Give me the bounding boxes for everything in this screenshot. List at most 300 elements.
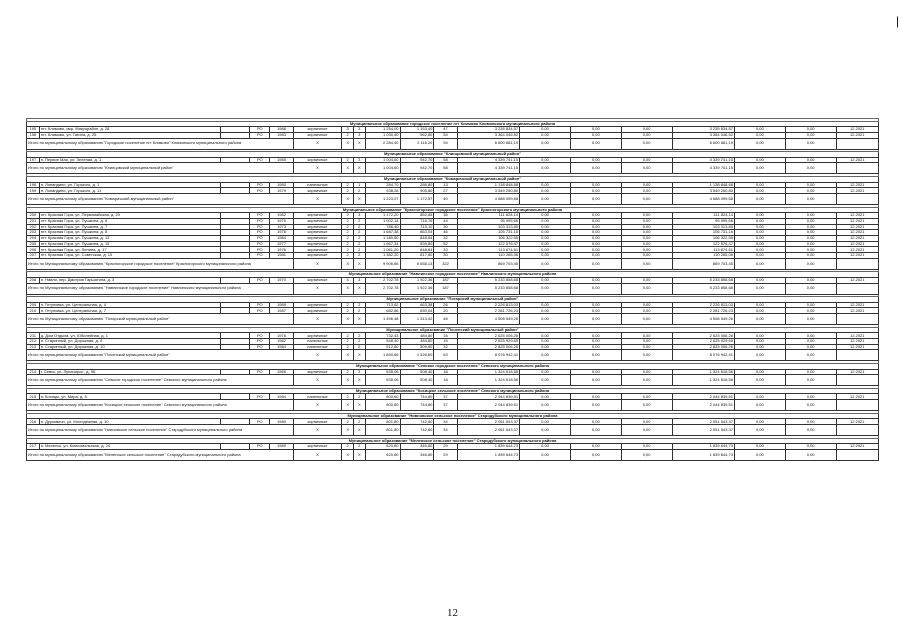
table-cell: 1 004,60 <box>365 157 400 163</box>
table-cell: 2 <box>342 132 354 138</box>
table-cell: 3 <box>353 369 365 375</box>
table-cell: 106 322,55 <box>672 235 734 241</box>
total-label: Итого по муниципальному образованию "Косицкое сельское поселение" Севского муниципального района <box>27 400 294 411</box>
table-cell: 3 <box>342 127 354 133</box>
table-cell: 216 <box>27 419 40 425</box>
table-cell: РО <box>250 127 270 133</box>
table-cell: 0,00 <box>621 132 672 138</box>
total-row <box>27 425 879 436</box>
total-cell: 6 658,13 <box>400 258 434 269</box>
table-cell: 0,00 <box>520 444 571 450</box>
table-cell: 1 172,20 <box>365 213 400 219</box>
total-cell: 40 <box>434 194 457 205</box>
table-cell: РО <box>250 241 270 247</box>
table-cell: кирпичные <box>293 333 342 339</box>
total-cell: X <box>353 449 365 460</box>
table-cell: 484,80 <box>400 339 434 345</box>
table-cell: 0,00 <box>785 419 836 425</box>
total-cell: 0,00 <box>734 400 785 411</box>
table-cell: панельные <box>293 344 342 350</box>
table-cell: 1982 <box>270 213 293 219</box>
table-cell: кирпичные <box>293 253 342 259</box>
total-cell: 0,00 <box>520 138 571 149</box>
total-cell: 0,00 <box>734 425 785 436</box>
total-cell: 1 922,36 <box>400 283 434 294</box>
table-cell: 0,00 <box>520 277 571 283</box>
table-cell: 15 <box>434 339 457 345</box>
total-cell: 0,00 <box>570 425 621 436</box>
table-cell: 197 <box>27 157 40 163</box>
table-cell: кирпичные <box>293 277 342 283</box>
table-cell: 0,00 <box>621 230 672 236</box>
table-cell: 508,40 <box>400 369 434 375</box>
total-cell: X <box>293 283 342 294</box>
table-cell: 905,80 <box>400 188 434 194</box>
table-cell: 0,00 <box>734 218 785 224</box>
table-cell: 0,00 <box>570 218 621 224</box>
table-cell: 0,00 <box>621 241 672 247</box>
table-cell: 0,00 <box>520 127 571 133</box>
total-cell <box>836 314 878 325</box>
total-cell: 6 600 881,19 <box>457 138 519 149</box>
table-cell: 0,00 <box>785 224 836 230</box>
table-cell: 12.2021 <box>836 132 878 138</box>
table-cell: кирпичные <box>293 302 342 308</box>
table-cell: 12.2021 <box>836 188 878 194</box>
table-cell: 2 825 006,26 <box>457 344 519 350</box>
table-cell: 0,00 <box>734 213 785 219</box>
table-cell: 199 <box>27 188 40 194</box>
total-cell: 0,00 <box>520 194 571 205</box>
table-cell: 35 <box>434 213 457 219</box>
total-cell: 1 890,66 <box>365 350 400 361</box>
table-cell: кирпичные <box>293 224 342 230</box>
total-cell: X <box>342 375 354 386</box>
table-cell: 2 <box>342 235 354 241</box>
total-cell: X <box>353 163 365 174</box>
total-cell: 0,00 <box>785 258 836 269</box>
table-cell: 2 <box>342 344 354 350</box>
table-cell: 105 731,16 <box>672 230 734 236</box>
table-cell: 2 281 726,23 <box>457 308 519 314</box>
table-cell: 113 674,61 <box>457 247 519 253</box>
table-cell: п. Гетуновка, ул. Центральная, д. 4 <box>39 302 220 308</box>
table-cell: 0,00 <box>785 182 836 188</box>
table-cell: 1 002,14 <box>365 218 400 224</box>
table-cell: 0,00 <box>570 182 621 188</box>
total-cell: 0,00 <box>621 449 672 460</box>
total-row <box>27 400 879 411</box>
total-cell: X <box>342 163 354 174</box>
table-cell: 12.2021 <box>836 157 878 163</box>
section-title: Муниципальное образование "Нивновское сельское поселение" Стародубского муниципального района <box>27 413 879 419</box>
table-cell: 0,00 <box>520 230 571 236</box>
table-cell: 12.2021 <box>836 253 878 259</box>
table-cell: 0,00 <box>621 127 672 133</box>
total-cell: X <box>293 350 342 361</box>
table-cell: 1 324 618,56 <box>672 369 734 375</box>
total-cell: 0,00 <box>621 375 672 386</box>
table-cell: 0,00 <box>621 333 672 339</box>
table-cell: 0,00 <box>520 213 571 219</box>
total-cell: X <box>293 314 342 325</box>
total-cell: X <box>353 283 365 294</box>
section-title: Муниципальное образование "Клинцовский муниципальный район" <box>27 152 879 158</box>
table-cell: РО <box>250 277 270 283</box>
total-cell: X <box>342 258 354 269</box>
total-cell: X <box>293 425 342 436</box>
table-cell: пгт. Красная Гора, ул. Пушкина, д. 8 <box>39 230 220 236</box>
table-cell: 215 <box>27 394 40 400</box>
table-cell: 1987 <box>270 308 293 314</box>
table-cell: 0,00 <box>785 157 836 163</box>
total-label: Итого по муниципальному образованию "Комаричский муниципальный район" <box>27 194 294 205</box>
table-cell: 0,00 <box>570 241 621 247</box>
table-cell: 0,00 <box>520 394 571 400</box>
total-cell: X <box>293 163 342 174</box>
table-cell: 0,00 <box>520 224 571 230</box>
table-cell: 122 576,47 <box>672 241 734 247</box>
table-cell: 0,00 <box>734 333 785 339</box>
table-cell: 0,00 <box>520 182 571 188</box>
total-cell: 0,00 <box>570 449 621 460</box>
total-cell: 5 233 858,68 <box>672 283 734 294</box>
table-cell: 0,00 <box>621 302 672 308</box>
table-cell: 2 <box>342 157 354 163</box>
table-cell: 2 625 006,26 <box>457 333 519 339</box>
table-cell: 1 667,34 <box>365 241 400 247</box>
total-row <box>27 163 879 174</box>
table-cell: 4 <box>342 277 354 283</box>
table-cell: 0,00 <box>621 182 672 188</box>
table-cell: 12.2021 <box>836 182 878 188</box>
table-cell: 0,00 <box>621 213 672 219</box>
table-cell: 548,40 <box>365 339 400 345</box>
table-cell: РО <box>250 344 270 350</box>
table-cell: 0,00 <box>520 344 571 350</box>
table-cell: 208 <box>27 277 40 283</box>
total-cell: 58 <box>434 163 457 174</box>
table-cell: 1980 <box>270 419 293 425</box>
table-cell: 18 <box>434 369 457 375</box>
total-cell: 0,00 <box>520 400 571 411</box>
table-cell: 1983 <box>270 132 293 138</box>
corner-mark: | <box>896 14 900 28</box>
table-cell: РО <box>250 302 270 308</box>
table-cell: 2 <box>342 247 354 253</box>
total-cell: 0,00 <box>570 194 621 205</box>
table-cell: 0,00 <box>785 369 836 375</box>
table-cell: 0,00 <box>734 230 785 236</box>
table-cell: 2 625 929,65 <box>457 339 519 345</box>
total-cell: 322 <box>434 258 457 269</box>
table-cell: 0,00 <box>570 247 621 253</box>
table-cell: 3 <box>353 213 365 219</box>
table-cell: 106 322,55 <box>457 235 519 241</box>
table-cell: 214 <box>27 369 40 375</box>
table-cell: 54 <box>434 132 457 138</box>
table-cell: 0,00 <box>785 277 836 283</box>
total-cell <box>836 163 878 174</box>
total-cell: 742,80 <box>400 425 434 436</box>
total-cell: 1 004,60 <box>365 163 400 174</box>
table-cell: 2 <box>353 308 365 314</box>
total-cell: 0,00 <box>621 163 672 174</box>
table-cell: 122 576,47 <box>457 241 519 247</box>
section-title: Муниципальное образование "Севское городское поселение" Севского муниципального района <box>27 363 879 369</box>
table-cell: 2 044 839,51 <box>672 394 734 400</box>
table-cell: 1973 <box>270 224 293 230</box>
table-cell: 2 <box>342 253 354 259</box>
total-cell: 0,00 <box>785 283 836 294</box>
total-cell: 0,00 <box>520 350 571 361</box>
table-cell: 0,00 <box>785 127 836 133</box>
table-cell: 12.2021 <box>836 333 878 339</box>
table-cell: 0,00 <box>621 188 672 194</box>
table-cell: 0,00 <box>734 339 785 345</box>
total-label: Итого по муниципальному образованию "Нивновское сельское поселение" Стародубского муниципального района <box>27 425 294 436</box>
table-cell: 0,00 <box>785 339 836 345</box>
table-cell: 742,80 <box>400 419 434 425</box>
total-cell: 0,00 <box>621 138 672 149</box>
section-title: Муниципальное образование "Косицкое сельское поселение" Севского муниципального района <box>27 388 879 394</box>
table-cell: 2 702,78 <box>365 277 400 283</box>
table-cell: 962,80 <box>400 132 434 138</box>
total-row <box>27 138 879 149</box>
total-cell: X <box>353 258 365 269</box>
total-cell: 0,00 <box>621 258 672 269</box>
table-cell: 817,80 <box>400 253 434 259</box>
table-cell: 111 824,14 <box>672 213 734 219</box>
table-cell: 0,00 <box>570 188 621 194</box>
table-cell: 0,00 <box>785 218 836 224</box>
table-cell: 3 549 250,80 <box>672 188 734 194</box>
table-cell: 2 <box>342 224 354 230</box>
total-cell: 37 <box>434 400 457 411</box>
total-cell: X <box>342 425 354 436</box>
table-cell: 0,00 <box>621 419 672 425</box>
table-cell: 535,06 <box>365 369 400 375</box>
table-cell: 620,80 <box>365 444 400 450</box>
table-cell: 30 <box>434 224 457 230</box>
table-cell: 95 995,66 <box>672 218 734 224</box>
total-cell: 0,00 <box>570 314 621 325</box>
table-cell: 1 254,00 <box>365 127 400 133</box>
total-cell: 0,00 <box>520 449 571 460</box>
table-cell: пгт. Красная Гора, ул. Первомайская, д. 20 <box>39 213 220 219</box>
table-cell: 12.2021 <box>836 235 878 241</box>
table-cell: 0,00 <box>785 302 836 308</box>
total-row <box>27 194 879 205</box>
table-cell: 206 <box>27 247 40 253</box>
table-cell: 103 313,80 <box>457 224 519 230</box>
table-cell: 12.2021 <box>836 308 878 314</box>
total-cell: 4 688 099,68 <box>457 194 519 205</box>
table-cell: 212 <box>27 339 40 345</box>
table-cell: 27 <box>434 188 457 194</box>
table-cell: панельные <box>293 339 342 345</box>
table-cell: 209 <box>27 302 40 308</box>
table-cell: 0,00 <box>621 308 672 314</box>
table-cell: кирпичные <box>293 235 342 241</box>
table-cell: 0,00 <box>785 394 836 400</box>
table-cell: 2 <box>342 394 354 400</box>
total-cell: 0,00 <box>621 350 672 361</box>
total-cell <box>836 400 878 411</box>
table-cell: 204 <box>27 235 40 241</box>
table-cell: 286,80 <box>400 182 434 188</box>
table-cell: 1985 <box>270 157 293 163</box>
table-cell: 34 <box>434 419 457 425</box>
table-cell: 211 <box>27 333 40 339</box>
table-cell: 4 339 741,15 <box>457 157 519 163</box>
table-cell: 58 <box>434 157 457 163</box>
table-cell: 105 731,16 <box>457 230 519 236</box>
table-cell: 0,00 <box>785 213 836 219</box>
total-cell: 0,00 <box>785 375 836 386</box>
table-cell: 0,00 <box>520 308 571 314</box>
table-cell: 0,00 <box>785 308 836 314</box>
table-cell: 3 <box>353 157 365 163</box>
table-cell: 0,00 <box>520 188 571 194</box>
table-cell: 12.2021 <box>836 241 878 247</box>
table-cell: 0,00 <box>520 369 571 375</box>
table-cell: 0,00 <box>621 369 672 375</box>
total-cell: 29 <box>434 449 457 460</box>
table-cell: 198 <box>27 182 40 188</box>
total-label: Итого по муниципальному образованию "Севское городское поселение" Севского муниципального района <box>27 375 294 386</box>
table-cell: 732,43 <box>365 333 400 339</box>
table-cell: 1 061,20 <box>365 247 400 253</box>
table-cell: г. Севск, ул. Луначарск., д. 96 <box>39 369 220 375</box>
total-cell: 0,00 <box>570 375 621 386</box>
table-cell: 0,00 <box>734 132 785 138</box>
table-cell: 12.2021 <box>836 444 878 450</box>
table-cell: панельные <box>293 394 342 400</box>
total-cell: X <box>353 350 365 361</box>
table-cell: 0,00 <box>570 308 621 314</box>
table-cell: кирпичные <box>293 369 342 375</box>
table-cell: 12.2021 <box>836 394 878 400</box>
total-cell: 869 703,45 <box>672 258 734 269</box>
table-cell: 12.2021 <box>836 213 878 219</box>
table-cell: 1989 <box>270 444 293 450</box>
table-cell: 0,00 <box>621 247 672 253</box>
table-cell: РО <box>250 419 270 425</box>
table-cell: 203 <box>27 230 40 236</box>
table-cell: 0,00 <box>621 339 672 345</box>
total-cell: 0,00 <box>520 283 571 294</box>
table-cell: 103 313,80 <box>672 224 734 230</box>
total-cell: 4 339 741,15 <box>672 163 734 174</box>
table-cell: 1 153,40 <box>400 127 434 133</box>
total-cell: 9 906,66 <box>365 258 400 269</box>
table-cell: 46 <box>434 230 457 236</box>
total-cell: X <box>293 375 342 386</box>
table-cell: 1989 <box>270 302 293 308</box>
total-cell: 2 116,20 <box>400 138 434 149</box>
total-cell: 869 703,45 <box>457 258 519 269</box>
table-cell: п. Старинный, ул. Дорожная, д. 9 <box>39 339 220 345</box>
total-cell: X <box>353 314 365 325</box>
page-number: 12 <box>447 607 458 619</box>
table-cell: п. Навля, пер. Дмитрия Гаршатина, д. 3 <box>39 277 220 283</box>
table-cell: 2 625 006,26 <box>672 333 734 339</box>
total-cell: 2 284,40 <box>365 138 400 149</box>
total-cell <box>836 375 878 386</box>
total-cell <box>836 138 878 149</box>
table-cell: 0,00 <box>785 444 836 450</box>
total-cell: X <box>353 400 365 411</box>
table-cell: 3 549 250,80 <box>457 188 519 194</box>
table-cell: 0,00 <box>734 247 785 253</box>
table-cell: 0,00 <box>570 444 621 450</box>
table-cell: 2 281 726,23 <box>672 308 734 314</box>
table-cell: 2 625 929,65 <box>672 339 734 345</box>
table-cell: 0,00 <box>621 253 672 259</box>
table-cell: РО <box>250 224 270 230</box>
section-title: Муниципальное образование "Почепский муниципальный район" <box>27 327 879 333</box>
table-cell: кирпичные <box>293 230 342 236</box>
table-cell: 26 <box>434 302 457 308</box>
table-cell: 0,00 <box>621 218 672 224</box>
table-cell: 1 030,40 <box>365 132 400 138</box>
total-cell: 1 324 618,56 <box>672 375 734 386</box>
table-cell: 0,00 <box>570 369 621 375</box>
section-title: Муниципальное образование "Погарский муниципальный район" <box>27 297 879 303</box>
total-cell: 0,00 <box>734 163 785 174</box>
table-cell: кирпичные <box>293 218 342 224</box>
total-cell: 2 051 543,37 <box>672 425 734 436</box>
table-cell: 0,00 <box>520 302 571 308</box>
total-cell: 2 051 543,37 <box>457 425 519 436</box>
table-cell: 346,80 <box>400 444 434 450</box>
table-cell: кирпичные <box>293 188 342 194</box>
table-cell: 210 <box>27 308 40 314</box>
table-cell: 13 <box>434 182 457 188</box>
total-cell: 0,00 <box>734 449 785 460</box>
table-cell: 0,00 <box>734 182 785 188</box>
table-cell: 0,00 <box>570 132 621 138</box>
total-cell: X <box>342 194 354 205</box>
table-cell: РО <box>250 369 270 375</box>
table-cell: 0,00 <box>785 247 836 253</box>
total-cell <box>836 425 878 436</box>
table-cell: РО <box>250 444 270 450</box>
table-cell: п. Первое Мая, ул. Зеленая, д. 1 <box>39 157 220 163</box>
table-cell: 1984 <box>270 394 293 400</box>
total-cell: 0,00 <box>520 375 571 386</box>
table-cell: 12.2021 <box>836 230 878 236</box>
table-cell: РО <box>250 333 270 339</box>
table-cell: 196 <box>27 132 40 138</box>
table-cell: 4 339 741,15 <box>672 157 734 163</box>
table-cell: 12.2021 <box>836 344 878 350</box>
table-cell: 1979 <box>270 188 293 194</box>
table-cell: 12.2021 <box>836 302 878 308</box>
table-cell: 32 <box>434 235 457 241</box>
total-cell: 535,06 <box>365 375 400 386</box>
table-cell: 1970 <box>270 218 293 224</box>
table-cell: 2 <box>353 188 365 194</box>
table-cell: 3 364 046,52 <box>672 132 734 138</box>
table-cell: пгт. Красная Гора, ул. Пушкина, д. 7 <box>39 224 220 230</box>
total-cell: 0,00 <box>520 314 571 325</box>
section-title: Муниципальное образование "Меленское сельское поселение" Стародубского муниципального района <box>27 438 879 444</box>
table-cell: п. Лопандино, ул. Горького, д. 11 <box>39 188 220 194</box>
table-cell: 800,60 <box>365 394 400 400</box>
table-cell: 1 839 644,73 <box>672 444 734 450</box>
